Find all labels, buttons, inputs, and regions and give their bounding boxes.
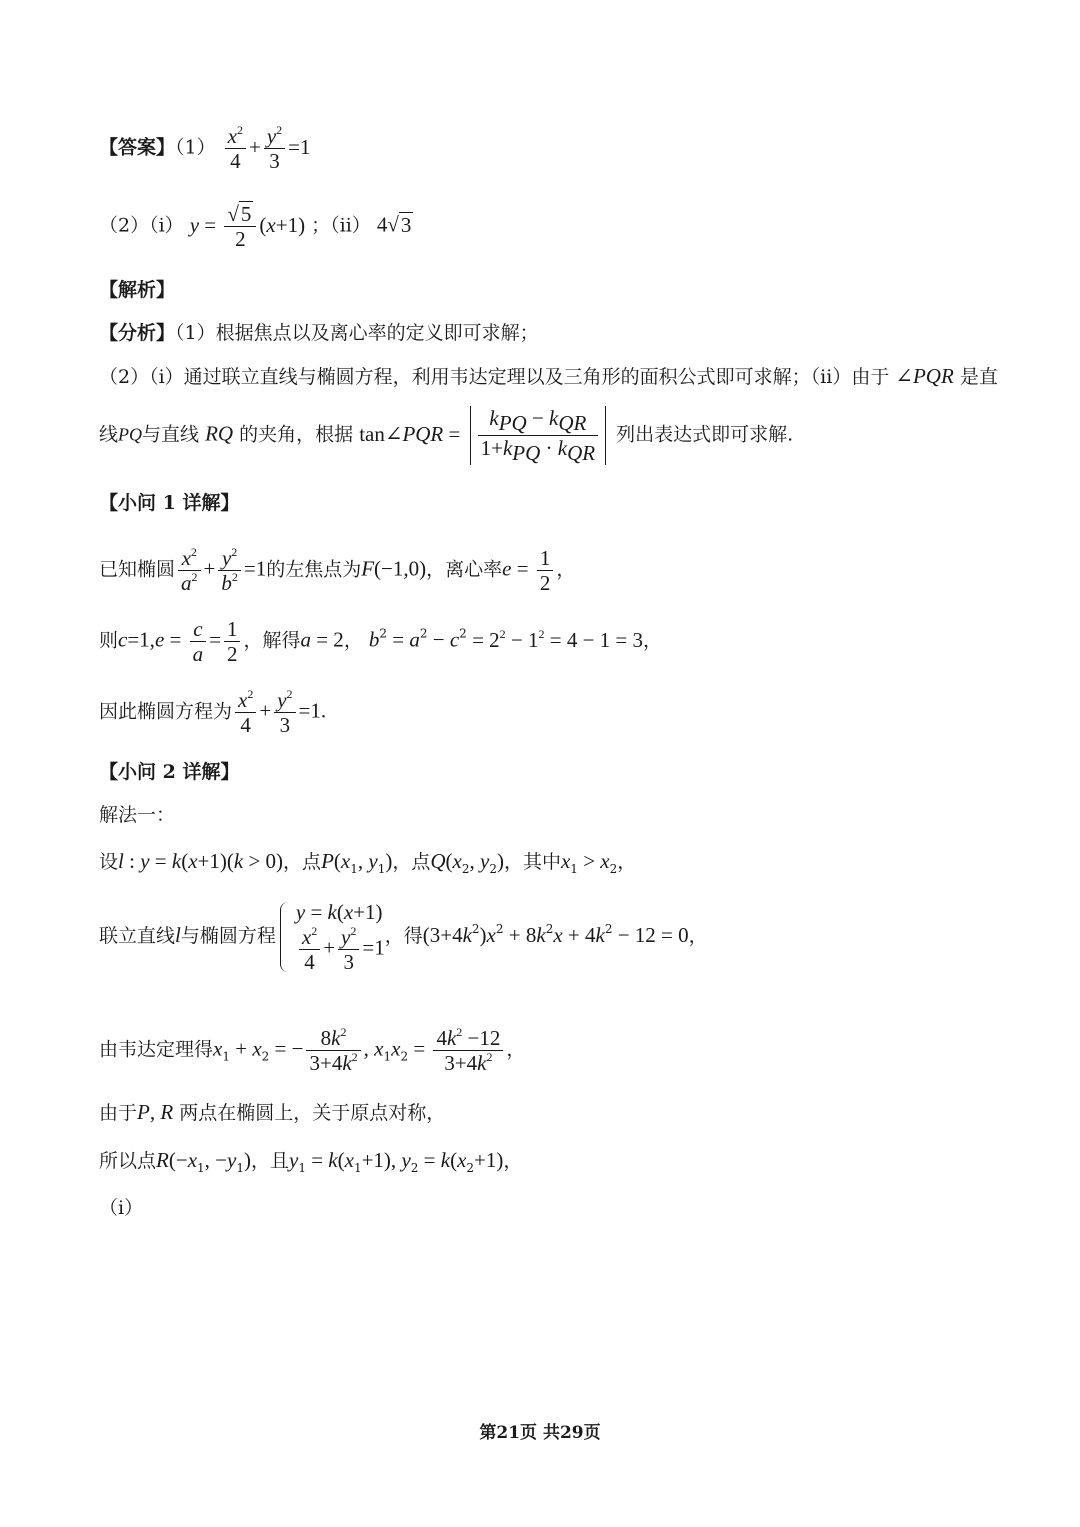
- q2-line-6: （i）: [99, 1197, 144, 1219]
- q2-text-5b: ，且: [250, 1150, 289, 1172]
- q2-text-2b: 与椭圆方程: [180, 925, 276, 948]
- fenxi-text-3b: 与直线: [142, 423, 200, 446]
- answer-line-2: [99, 202, 413, 251]
- q2-text-4b: 两点在椭圆上，关于原点对称，: [179, 1102, 446, 1124]
- q2-text-3a: 由韦达定理得: [99, 1038, 214, 1061]
- q1-text-1c: ，离心率: [426, 558, 503, 581]
- q2-text-2a: 联立直线: [99, 925, 176, 948]
- analysis-label: 【解析】: [99, 279, 176, 301]
- answer-1-formula: $\frac{x^2}{4}$ + $\frac{y^2}{3}$ =1: [222, 137, 311, 159]
- system-of-equations: y = k(x+1) $\frac{x^2}{4}$ + $\frac{y^2}{3}$ =1: [280, 900, 385, 974]
- q2-text-5a: 所以点: [99, 1150, 157, 1172]
- q2-text-3b: ，: [506, 1038, 526, 1061]
- answer-line-1: [99, 124, 311, 173]
- q2-text-1b: ，点: [283, 851, 322, 873]
- fenxi-line-1: [99, 324, 539, 343]
- q2-text-4a: 由于: [99, 1102, 138, 1124]
- q1-text-2a: 则: [99, 629, 119, 652]
- fenxi-line-3: [99, 406, 793, 465]
- fenxi-text-2a: （2）（i）通过联立直线与椭圆方程，利用韦达定理以及三角形的面积公式即可求解；（ii）由于: [99, 366, 890, 388]
- answer-part-2-label: （2）（i）: [99, 214, 184, 237]
- q1-line-2: 则c=1,e = $\frac{c}{a}$ = $\frac{1}{2}$ ，解得a = 2， $b^2 = a^2 - c^2 = 2^2 - 1^2 = 4 - 1 = 3$，: [99, 617, 663, 667]
- angle-pqr: ∠PQR: [895, 364, 954, 388]
- q1-line-1: 已知椭圆 $\frac{x^2}{a^2}$ + $\frac{y^2}{b^2}$ =1的左焦点为F(−1,0)，离心率e = $\frac{1}{2}$ ，: [99, 545, 576, 596]
- line-rq: RQ: [205, 421, 234, 446]
- q1-text-2c: ，: [343, 629, 363, 652]
- q2-text-1d: ，其中: [503, 851, 561, 873]
- tan-formula: tan∠PQR = $\frac{k_{PQ} - k_{QR}}{1+k_{PQ} \cdot k_{QR}}$: [359, 424, 616, 446]
- fenxi-text-1: （1）根据焦点以及离心率的定义即可求解；: [175, 322, 539, 344]
- q2-text-1c: ，点: [392, 851, 431, 873]
- answer-label: 【答案】: [99, 136, 176, 159]
- fenxi-text-3c: 的夹角，根据: [239, 423, 354, 446]
- q1-text-1d: ，: [556, 558, 576, 581]
- fenxi-label: 【分析】: [99, 322, 176, 344]
- q2-text-5c: ，: [503, 1150, 523, 1172]
- q2-text-1a: 设: [99, 851, 119, 873]
- q2-text-2d: ，: [688, 925, 708, 948]
- q2-line-1: 设l : y = k(x+1)(k > 0)，点$P(x_1$, $y_1$)，点$Q(x_2$, $y_2$)，其中$x_1 > x_2$，: [99, 849, 637, 876]
- answer-part-1-label: （1）: [175, 136, 216, 159]
- q2-text-2c: ，得: [384, 925, 423, 948]
- fenxi-text-3d: 列出表达式即可求解.: [616, 423, 794, 446]
- q2-line-4: 由于P, R 两点在椭圆上，关于原点对称，: [99, 1100, 446, 1124]
- fenxi-line-2: [99, 366, 998, 387]
- answer-ii-label: ；（ii）: [311, 214, 371, 237]
- q2-line-2: 联立直线l与椭圆方程 y = k(x+1) $\frac{x^2}{4}$ + $\frac{y^2}{3}$ =1 ，得$(3+4k^2)x^2 + 8k^2x + 4k^2 - 12 = 0$，: [99, 900, 708, 975]
- q2-line-3: 由韦达定理得$x_1 + x_2$ = − $\frac{8k^2}{3+4k^2}$ , $x_1x_2$ = $\frac{4k^2 -12}{3+4k^2}$ ，: [99, 1025, 526, 1076]
- q1-text-2d: ，: [643, 629, 663, 652]
- q1-text-1b: 的左焦点为: [266, 558, 362, 581]
- q2-line-5: 所以点$R(-x_1$, $-y_1$)，且$y_1 = k(x_1+1)$, $y_2 = k(x_2+1)$，: [99, 1148, 523, 1175]
- answer-ii-formula: 4√3: [376, 212, 412, 237]
- fenxi-text-2b: 是直: [959, 366, 998, 388]
- q1-text-1a: 已知椭圆: [99, 558, 176, 581]
- q1-line-3: 因此椭圆方程为 $\frac{x^2}{4}$ + $\frac{y^2}{3}$ =1.: [99, 687, 327, 738]
- answer-2i-formula: y = $\frac{√5}{2}$ (x+1): [189, 202, 306, 252]
- page-footer: 第21页 共29页: [479, 1423, 601, 1443]
- q2-detail-label: 【小问 2 详解】: [99, 761, 240, 783]
- line-pq: PQ: [118, 424, 143, 445]
- q1-detail-label: 【小问 1 详解】: [99, 492, 240, 514]
- q2-text-1e: ，: [617, 851, 637, 873]
- q1-text-2b: ，解得: [243, 629, 301, 652]
- q1-text-3a: 因此椭圆方程为: [99, 700, 233, 723]
- fenxi-text-3a: 线: [99, 423, 119, 446]
- q2-method: 解法一：: [99, 804, 176, 826]
